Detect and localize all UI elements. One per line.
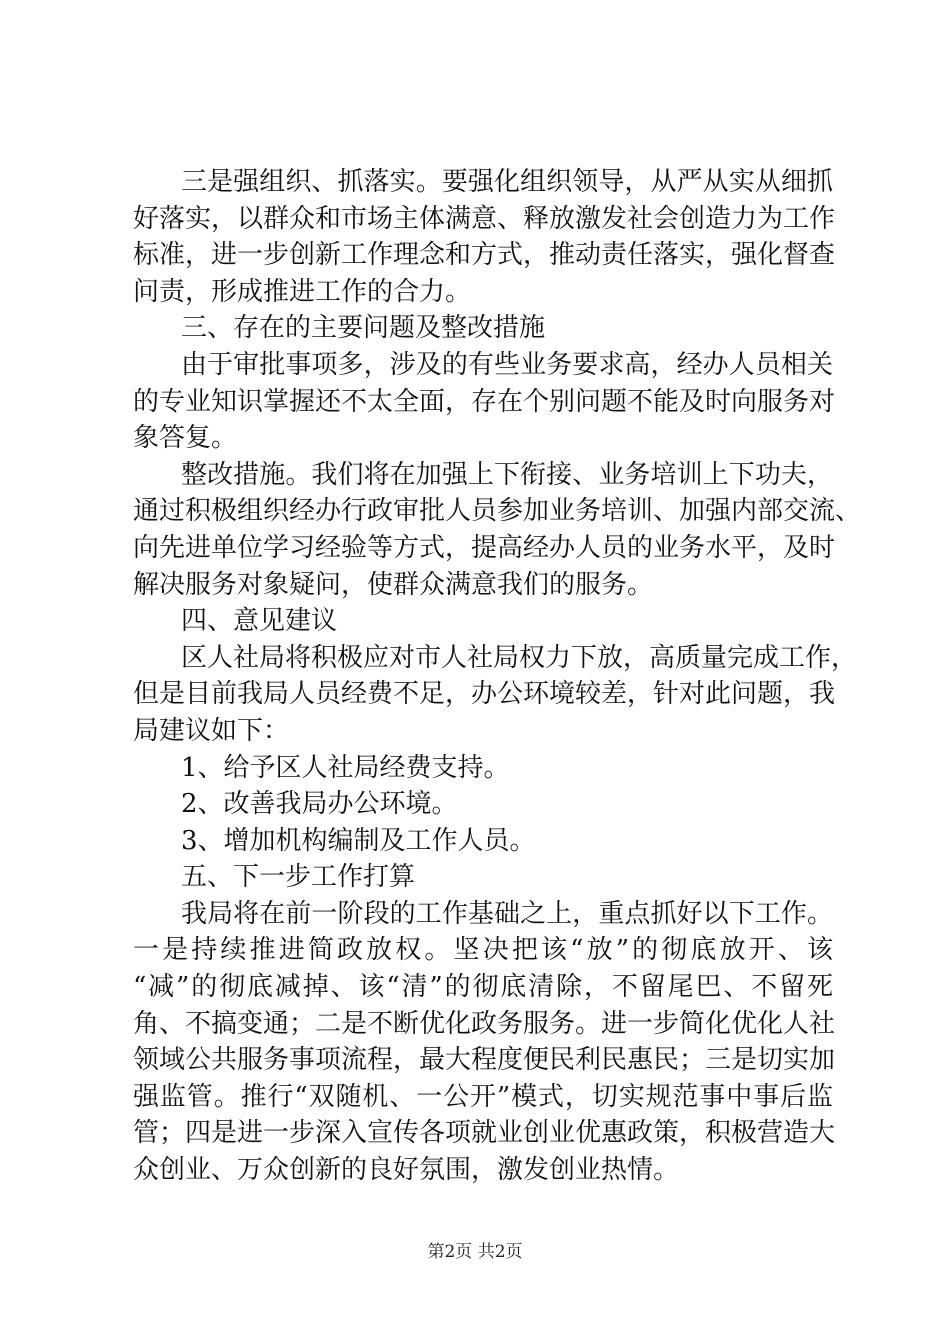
paragraph-line: 领域公共服务事项流程，最大程度便民利民惠民；三是切实加 (133, 1045, 836, 1076)
paragraph-line: 局建议如下： (133, 715, 290, 746)
list-item: 3、增加机构编制及工作人员。 (181, 825, 536, 856)
paragraph-line: 通过积极组织经办行政审批人员参加业务培训、加强内部交流、 (133, 496, 862, 527)
document-body (133, 164, 862, 1189)
paragraph-line: 强监管。推行“双随机、一公开”模式，切实规范事中事后监 (133, 1081, 833, 1112)
paragraph-line: 一是持续推进简政放权。坚决把该“放”的彻底放开、该 (133, 935, 833, 966)
paragraph-line: 我局将在前一阶段的工作基础之上，重点抓好以下工作。 (181, 898, 833, 929)
paragraph-line: 区人社局将积极应对市人社局权力下放，高质量完成工作， (181, 642, 858, 673)
paragraph-line: “减”的彻底减掉、该“清”的彻底清除，不留尾巴、不留死 (133, 972, 833, 1003)
section-heading: 四、意见建议 (181, 606, 338, 637)
list-item: 1、给予区人社局经费支持。 (181, 752, 510, 783)
page-number-footer: 第2页 共2页 (427, 1242, 523, 1262)
list-item: 2、改善我局办公环境。 (181, 789, 458, 820)
paragraph-line: 管；四是进一步深入宣传各项就业创业优惠政策，积极营造大 (133, 1118, 836, 1149)
section-heading: 五、下一步工作打算 (181, 862, 416, 893)
paragraph-line: 标准，进一步创新工作理念和方式，推动责任落实，强化督查 (133, 240, 836, 271)
paragraph-line: 向先进单位学习经验等方式，提高经办人员的业务水平，及时 (133, 532, 836, 563)
paragraph-line: 好落实，以群众和市场主体满意、释放激发社会创造力为工作 (133, 203, 836, 234)
paragraph-line: 由于审批事项多，涉及的有些业务要求高，经办人员相关 (181, 349, 833, 380)
paragraph-line: 象答复。 (133, 423, 238, 454)
section-heading: 三、存在的主要问题及整改措施 (181, 313, 546, 344)
paragraph-line: 三是强组织、抓落实。要强化组织领导，从严从实从细抓 (181, 167, 833, 197)
paragraph-line: 的专业知识掌握还不太全面，存在个别问题不能及时向服务对 (133, 386, 836, 417)
paragraph-line: 众创业、万众创新的良好氛围，激发创业热情。 (133, 1155, 680, 1186)
paragraph-line: 但是目前我局人员经费不足，办公环境较差，针对此问题，我 (133, 679, 836, 710)
paragraph-line: 问责，形成推进工作的合力。 (133, 276, 472, 307)
paragraph-line: 解决服务对象疑问，使群众满意我们的服务。 (133, 569, 654, 600)
paragraph-line: 角、不搞变通；二是不断优化政务服务。进一步简化优化人社 (133, 1008, 836, 1039)
paragraph-line: 整改措施。我们将在加强上下衔接、业务培训上下功夫， (181, 459, 833, 490)
